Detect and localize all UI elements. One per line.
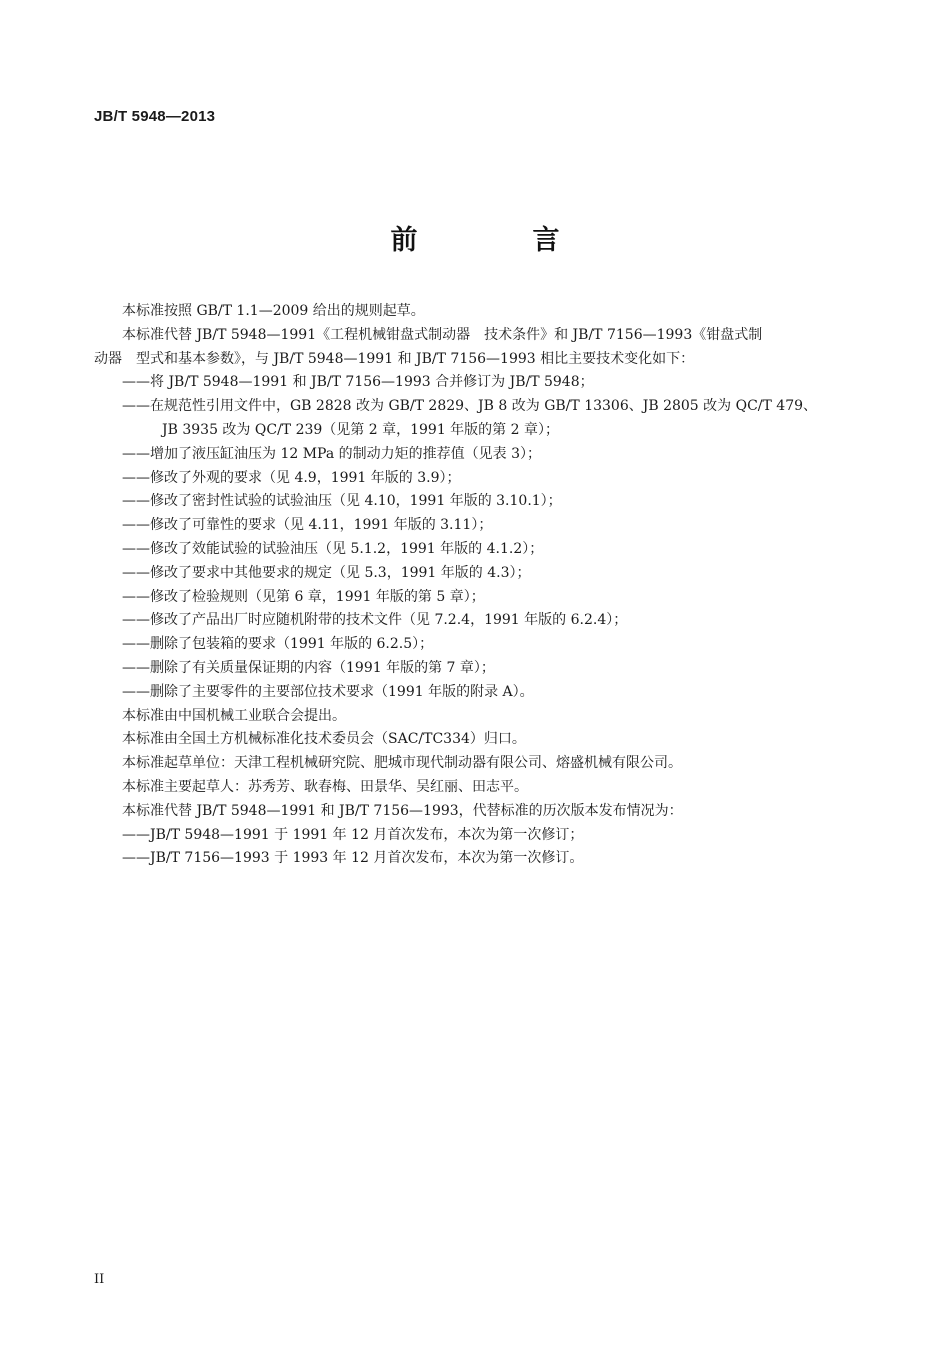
- change-item: ——将 JB/T 5948—1991 和 JB/T 7156—1993 合并修订为 JB/T 5948；: [122, 374, 594, 391]
- paragraph-managed-by: 本标准由全国土方机械标准化技术委员会（SAC/TC334）归口。: [122, 731, 526, 748]
- foreword-body: [94, 300, 854, 871]
- standard-code: JB/T 5948—2013: [94, 108, 216, 125]
- page-number: II: [94, 1272, 105, 1287]
- change-item: ——修改了可靠性的要求（见 4.11，1991 年版的 3.11）；: [122, 517, 493, 534]
- change-item: ——删除了有关质量保证期的内容（1991 年版的第 7 章）；: [122, 659, 495, 676]
- change-item: ——增加了液压缸油压为 12 MPa 的制动力矩的推荐值（见表 3）；: [122, 445, 541, 462]
- paragraph-drafters: 本标准主要起草人：苏秀芳、耿春梅、田景华、吴红丽、田志平。: [122, 778, 528, 795]
- change-item: ——修改了密封性试验的试验油压（见 4.10，1991 年版的 3.10.1）；: [122, 493, 562, 510]
- change-item: ——修改了外观的要求（见 4.9，1991 年版的 3.9）；: [122, 469, 461, 486]
- paragraph-replacement-line2: 动器 型式和基本参数》，与 JB/T 5948—1991 和 JB/T 7156—1993 相比主要技术变化如下：: [94, 350, 695, 367]
- change-item: ——修改了产品出厂时应随机附带的技术文件（见 7.2.4，1991 年版的 6.2.4）；: [122, 612, 628, 629]
- paragraph-drafting-units: 本标准起草单位：天津工程机械研究院、肥城市现代制动器有限公司、熔盛机械有限公司。: [122, 755, 682, 772]
- change-item: ——删除了主要零件的主要部位技术要求（1991 年版的附录 A）。: [122, 683, 534, 700]
- page-title: 前 言: [390, 225, 604, 256]
- change-item-continuation: JB 3935 改为 QC/T 239（见第 2 章，1991 年版的第 2 章）；: [162, 421, 559, 438]
- change-item: ——删除了包装箱的要求（1991 年版的 6.2.5）；: [122, 636, 434, 653]
- change-item: ——修改了效能试验的试验油压（见 5.1.2，1991 年版的 4.1.2）；: [122, 540, 544, 557]
- paragraph-drafting-rule: 本标准按照 GB/T 1.1—2009 给出的规则起草。: [122, 303, 425, 319]
- change-item: ——修改了检验规则（见第 6 章，1991 年版的第 5 章）；: [122, 588, 485, 605]
- history-item: ——JB/T 5948—1991 于 1991 年 12 月首次发布，本次为第一次修订；: [122, 826, 584, 843]
- change-item: ——修改了要求中其他要求的规定（见 5.3，1991 年版的 4.3）；: [122, 564, 531, 581]
- paragraph-proposed-by: 本标准由中国机械工业联合会提出。: [122, 707, 346, 724]
- paragraph-history-intro: 本标准代替 JB/T 5948—1991 和 JB/T 7156—1993，代替标准的历次版本发布情况为：: [122, 802, 683, 819]
- paragraph-replacement-line1: 本标准代替 JB/T 5948—1991《工程机械钳盘式制动器 技术条件》和 JB/T 7156—1993《钳盘式制: [122, 326, 763, 343]
- history-item: ——JB/T 7156—1993 于 1993 年 12 月首次发布，本次为第一次修订。: [122, 850, 584, 867]
- change-item: ——在规范性引用文件中，GB 2828 改为 GB/T 2829、JB 8 改为 GB/T 13306、JB 2805 改为 QC/T 479、: [122, 398, 818, 415]
